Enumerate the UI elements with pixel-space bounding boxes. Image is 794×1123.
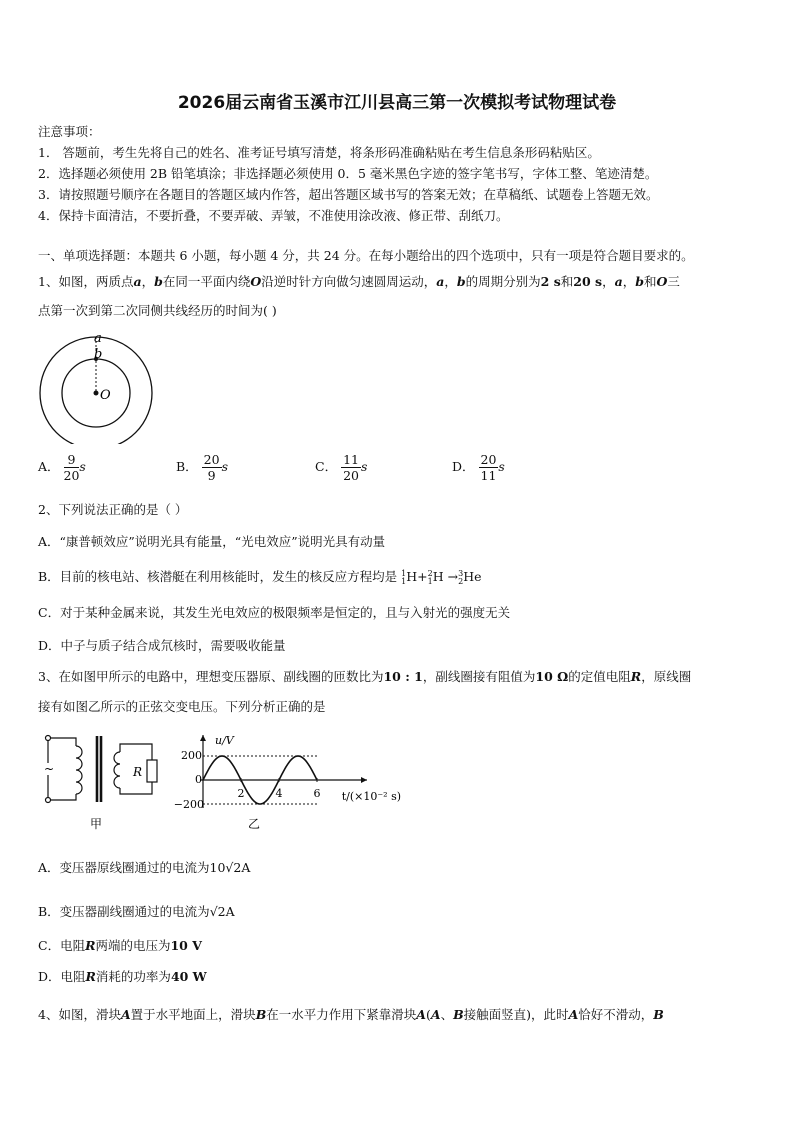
q2-option-a[interactable]: A．“康普顿效应”说明光具有能量，“光电效应”说明光具有动量 [38, 534, 386, 549]
voltage-data-point [202, 779, 203, 780]
y-tick-200: 200 [181, 749, 202, 762]
notice-item: 1． 答题前，考生先将自己的姓名、准考证号填写清楚，将条形码准确粘贴在考生信息条形码粘贴区。 [38, 145, 600, 160]
voltage-data-point [212, 762, 213, 763]
question-3-stem-cont: 接有如图乙所示的正弦交变电压。下列分析正确的是 [38, 699, 326, 714]
question-1-stem: 1、如图，两质点a，b在同一平面内绕O沿逆时针方向做匀速圆周运动，a，b的周期分别为2 s和20 s，a，b和O三 [38, 274, 680, 289]
y-tick-0: 0 [195, 773, 202, 786]
q3-option-b[interactable]: B．变压器副线圈通过的电流为√2A [38, 904, 235, 919]
question-2-stem: 2、下列说法正确的是（ ） [38, 502, 188, 517]
primary-coil [76, 746, 82, 794]
q1-option-d[interactable]: D． $\frac{20}{11}$ s [452, 452, 505, 483]
voltage-data-point [297, 755, 298, 756]
voltage-data-point [221, 755, 222, 756]
voltage-data-point [269, 796, 270, 797]
x-axis-arrow [361, 777, 367, 783]
voltage-data-point [288, 762, 289, 763]
x-tick-2: 2 [237, 787, 245, 800]
y-axis-arrow [200, 735, 206, 741]
notice-item: 3．请按照题号顺序在各题目的答题区域内作答，超出答题区域书写的答案无效；在草稿纸、试题卷上答题无效。 [38, 187, 659, 202]
q1-option-c[interactable]: C． $\frac{11}{20}$ s [315, 452, 368, 483]
question-1-stem-cont: 点第一次到第二次同侧共线经历的时间为( ) [38, 303, 277, 318]
q2-option-d[interactable]: D．中子与质子结合成氘核时，需要吸收能量 [38, 638, 286, 653]
q2-option-c[interactable]: C．对于某种金属来说，其发生光电效应的极限频率是恒定的，且与入射光的强度无关 [38, 605, 511, 620]
secondary-coil [114, 752, 120, 788]
q1-option-a[interactable]: A． $\frac{9}{20}$ s [38, 452, 86, 483]
circular-motion-figure [36, 332, 156, 444]
terminal-top [46, 736, 51, 741]
figure-jia-label: 甲 [90, 817, 103, 831]
notice-item: 2．选择题必须使用 2B 铅笔填涂；非选择题必须使用 0．5 毫米黑色字迹的签字笔书写，字体工整、笔迹清楚。 [38, 166, 658, 181]
q3-option-a[interactable]: A．变压器原线圈通过的电流为10√2A [38, 860, 251, 875]
page-title: 2026届云南省玉溪市江川县高三第一次模拟考试物理试卷 [177, 93, 617, 113]
label-O: O [100, 388, 111, 403]
label-a: a [94, 332, 102, 346]
section-heading: 一、单项选择题：本题共 6 小题，每小题 4 分，共 24 分。在每小题给出的四个选项中，只有一项是符合题目要求的。 [38, 248, 694, 263]
voltage-graph-figure [168, 730, 408, 835]
label-b: b [94, 347, 103, 362]
voltage-data-point [231, 762, 232, 763]
x-tick-6: 6 [313, 787, 321, 800]
y-tick-neg200: −200 [173, 798, 204, 811]
y-axis-label: u/V [215, 734, 234, 747]
question-3-stem: 3、在如图甲所示的电路中，理想变压器原、副线圈的匝数比为10 : 1，副线圈接有阻值为10 Ω的定值电阻R，原线圈 [38, 669, 692, 684]
notice-heading: 注意事项： [38, 124, 101, 139]
q3-option-d[interactable]: D．电阻R消耗的功率为40 W [38, 969, 207, 984]
voltage-data-point [259, 803, 260, 804]
voltage-data-point [307, 762, 308, 763]
voltage-data-point [250, 796, 251, 797]
x-axis-label: t/(×10⁻² s) [341, 790, 401, 803]
transformer-circuit-figure [36, 730, 166, 835]
center-point [94, 391, 99, 396]
resistor-label: R [133, 765, 143, 779]
x-tick-4: 4 [275, 787, 283, 800]
q2-option-b[interactable]: B．目前的核电站、核潜艇在利用核能时，发生的核反应方程均是 1 1 H+ 2 1 H → 3 2 He [38, 568, 482, 586]
terminal-bottom [46, 798, 51, 803]
ac-source-symbol: ~ [44, 762, 55, 776]
question-4-stem: 4、如图，滑块A置于水平地面上，滑块B在一水平力作用下紧靠滑块A(A、B接触面竖直)，此时A恰好不滑动，B [38, 1007, 664, 1022]
resistor-R [147, 760, 157, 782]
q3-option-c[interactable]: C．电阻R两端的电压为10 V [38, 938, 202, 953]
notice-item: 4．保持卡面清洁，不要折叠，不要弄破、弄皱，不准使用涂改液、修正带、刮纸刀。 [38, 208, 509, 223]
q1-option-b[interactable]: B． $\frac{20}{9}$ s [176, 452, 228, 483]
figure-yi-label: 乙 [248, 817, 261, 831]
